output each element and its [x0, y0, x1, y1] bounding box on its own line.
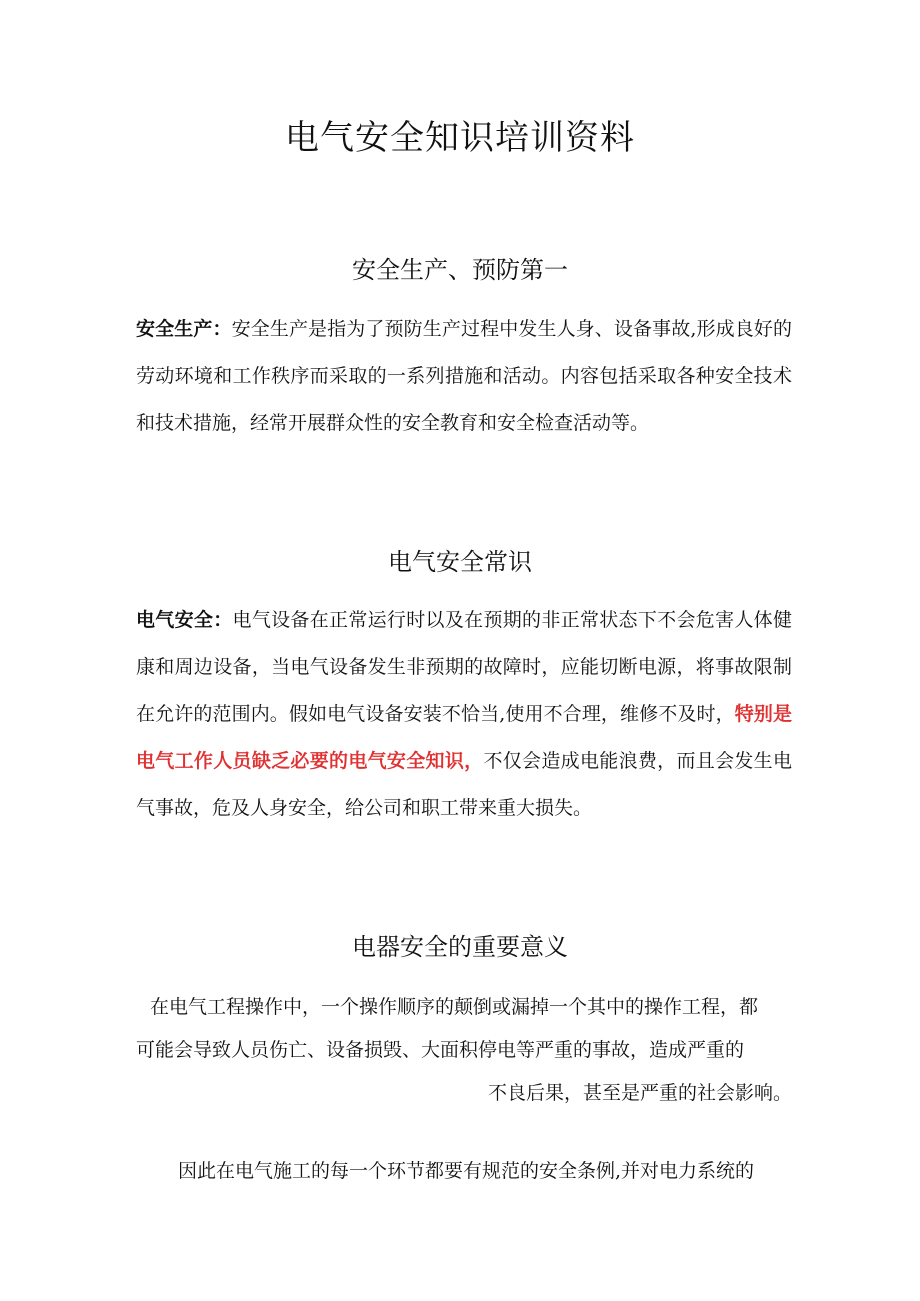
paragraph-text: 安全生产是指为了预防生产过程中发生人身、设备事故,形成良好的劳动环境和工作秩序而采取的一系列措施和活动。内容包括采取各种安全技术和技术措施，经常开展群众性的安全教育和安全检查活动等。: [136, 318, 792, 434]
document-title: 电气安全知识培训资料: [285, 118, 635, 158]
section-paragraph-safety-production: [136, 306, 792, 447]
highlighted-warning-text: 特别是电气工作人员缺乏必要的电气安全知识，: [136, 703, 792, 772]
term-label: 安全生产：: [136, 318, 232, 340]
importance-line-2: 可能会导致人员伤亡、设备损毁、大面积停电等严重的事故，造成严重的: [136, 1039, 745, 1061]
section-heading-safety-production: 安全生产、预防第一: [352, 256, 568, 284]
section-paragraph-electrical-safety: [136, 597, 792, 832]
section-heading-electrical-safety: 电气安全常识: [388, 548, 532, 576]
importance-line-1: 在电气工程操作中，一个操作顺序的颠倒或漏掉一个其中的操作工程，都: [150, 996, 759, 1018]
paragraph-text-after: 不仅会造成电能浪费，而且会发生电气事故，危及人身安全，给公司和职工带来重大损失。: [136, 750, 792, 819]
section-heading-importance: 电器安全的重要意义: [352, 933, 568, 961]
importance-line-3: 不良后果，甚至是严重的社会影响。: [487, 1082, 792, 1104]
importance-para2-line-1: 因此在电气施工的每一个环节都要有规范的安全条例,并对电力系统的: [178, 1160, 755, 1182]
paragraph-text-before: 电气设备在正常运行时以及在预期的非正常状态下不会危害人体健康和周边设备，当电气设备发生非预期的故障时，应能切断电源，将事故限制在允许的范围内。假如电气设备安装不恰当,使用不合理，维修不及时，: [136, 609, 792, 725]
term-label: 电气安全：: [136, 609, 233, 631]
